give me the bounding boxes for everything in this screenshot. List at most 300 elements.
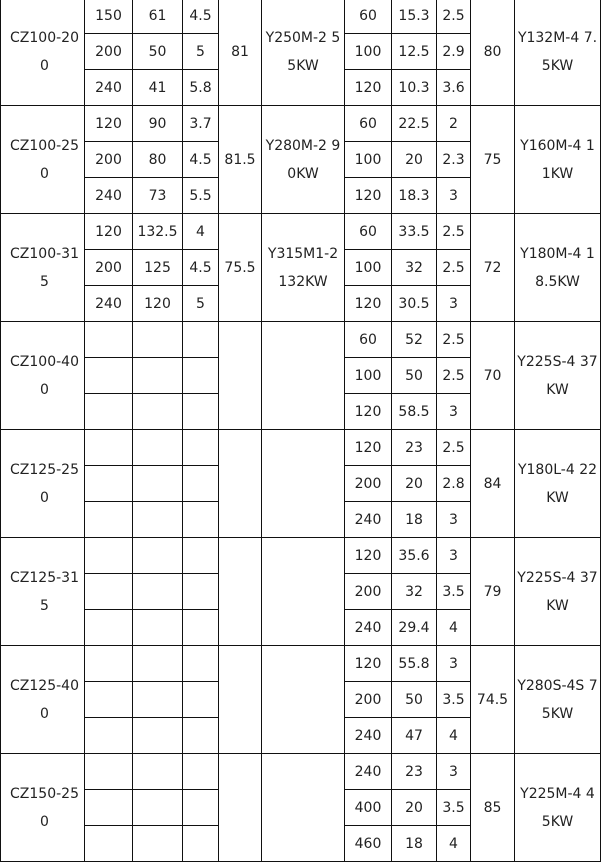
- head-right-cell: [392, 0, 437, 34]
- head-right-cell-text: 35.6: [398, 547, 430, 564]
- head-right-cell: [392, 574, 437, 610]
- motor-left-cell: [262, 430, 345, 538]
- head-left-cell: [133, 646, 183, 682]
- npsh-left-cell-text: 3.7: [189, 115, 212, 132]
- eff-left-cell: [219, 430, 262, 538]
- head-left-cell: [133, 250, 183, 286]
- flow-right-cell-text: 100: [354, 259, 382, 276]
- npsh-left-cell: [183, 754, 219, 790]
- flow-right-cell-text: 120: [354, 655, 382, 672]
- eff-right-cell-text: 74.5: [476, 691, 509, 708]
- head-right-cell: [392, 790, 437, 826]
- flow-left-cell: [85, 214, 133, 250]
- npsh-right-cell: [437, 286, 471, 322]
- npsh-left-cell: [183, 790, 219, 826]
- npsh-right-cell-text: 2.5: [442, 259, 465, 276]
- head-right-cell: [392, 358, 437, 394]
- npsh-left-cell: [183, 682, 219, 718]
- npsh-left-cell: [183, 286, 219, 322]
- motor-right-cell: [515, 322, 601, 430]
- flow-right-cell-text: 100: [354, 43, 382, 60]
- npsh-left-cell-text: 4.5: [189, 7, 212, 24]
- flow-right-cell: [345, 34, 392, 70]
- flow-right-cell-text: 120: [354, 79, 382, 96]
- eff-left-cell-text: 75.5: [224, 259, 256, 276]
- npsh-left-cell: [183, 538, 219, 574]
- npsh-left-cell: [183, 142, 219, 178]
- head-right-cell: [392, 178, 437, 214]
- flow-left-cell: [85, 358, 133, 394]
- eff-left-cell: [219, 754, 262, 862]
- npsh-right-cell: [437, 466, 471, 502]
- npsh-left-cell: [183, 0, 219, 34]
- head-right-cell-text: 20: [405, 151, 423, 168]
- flow-left-cell: [85, 70, 133, 106]
- flow-right-cell: [345, 286, 392, 322]
- flow-right-cell: [345, 178, 392, 214]
- head-left-cell: [133, 718, 183, 754]
- motor-left-cell: [262, 322, 345, 430]
- motor-right-cell-text: Y160M-4 11KW: [520, 137, 595, 182]
- eff-right-cell: [471, 646, 515, 754]
- npsh-right-cell-text: 2.5: [442, 331, 465, 348]
- head-right-cell: [392, 610, 437, 646]
- head-right-cell-text: 20: [405, 799, 423, 816]
- flow-left-cell: [85, 682, 133, 718]
- head-right-cell-text: 18.3: [398, 187, 430, 204]
- head-right-cell: [392, 250, 437, 286]
- head-left-cell: [133, 322, 183, 358]
- npsh-right-cell-text: 4: [449, 727, 458, 744]
- npsh-left-cell: [183, 70, 219, 106]
- npsh-left-cell: [183, 250, 219, 286]
- npsh-left-cell: [183, 214, 219, 250]
- eff-right-cell: [471, 754, 515, 862]
- motor-left-cell-text: Y280M-2 90KW: [265, 137, 341, 182]
- head-left-cell-text: 41: [148, 79, 167, 96]
- flow-left-cell-text: 240: [95, 187, 122, 204]
- npsh-right-cell: [437, 250, 471, 286]
- head-right-cell: [392, 34, 437, 70]
- npsh-left-cell: [183, 574, 219, 610]
- head-left-cell: [133, 754, 183, 790]
- flow-right-cell: [345, 682, 392, 718]
- flow-left-cell: [85, 502, 133, 538]
- npsh-right-cell-text: 3: [449, 295, 458, 312]
- eff-right-cell-text: 75: [483, 151, 502, 168]
- npsh-right-cell: [437, 682, 471, 718]
- npsh-left-cell: [183, 502, 219, 538]
- flow-right-cell: [345, 358, 392, 394]
- flow-right-cell-text: 100: [354, 367, 382, 384]
- flow-left-cell: [85, 34, 133, 70]
- npsh-right-cell-text: 2.8: [442, 475, 465, 492]
- npsh-right-cell-text: 2.5: [442, 367, 465, 384]
- motor-left-cell: [262, 646, 345, 754]
- flow-right-cell: [345, 574, 392, 610]
- flow-left-cell: [85, 790, 133, 826]
- flow-right-cell: [345, 466, 392, 502]
- flow-left-cell: [85, 250, 133, 286]
- npsh-right-cell: [437, 0, 471, 34]
- npsh-left-cell-text: 4: [196, 223, 205, 240]
- npsh-right-cell: [437, 178, 471, 214]
- head-left-cell: [133, 502, 183, 538]
- npsh-right-cell-text: 3.5: [442, 799, 465, 816]
- head-left-cell: [133, 538, 183, 574]
- head-right-cell: [392, 142, 437, 178]
- flow-left-cell: [85, 178, 133, 214]
- flow-right-cell-text: 200: [354, 583, 382, 600]
- model-cell: [0, 106, 85, 214]
- head-left-cell-text: 90: [148, 115, 167, 132]
- motor-right-cell-text: Y280S-4S 75KW: [517, 677, 598, 722]
- npsh-right-cell: [437, 574, 471, 610]
- npsh-right-cell-text: 4: [449, 619, 458, 636]
- flow-left-cell-text: 200: [95, 151, 122, 168]
- npsh-left-cell-text: 5: [196, 295, 205, 312]
- head-right-cell-text: 55.8: [398, 655, 430, 672]
- head-right-cell-text: 33.5: [398, 223, 430, 240]
- motor-right-cell-text: Y132M-4 7.5KW: [517, 29, 598, 74]
- flow-left-cell: [85, 538, 133, 574]
- eff-left-cell: [219, 106, 262, 214]
- motor-right-cell: [515, 0, 601, 106]
- npsh-left-cell-text: 5.8: [189, 79, 212, 96]
- npsh-right-cell-text: 3: [449, 403, 458, 420]
- flow-right-cell: [345, 214, 392, 250]
- eff-left-cell: [219, 322, 262, 430]
- flow-left-cell: [85, 826, 133, 862]
- head-left-cell-text: 61: [148, 7, 167, 24]
- flow-left-cell-text: 120: [95, 223, 122, 240]
- npsh-right-cell-text: 2.5: [442, 223, 465, 240]
- model-cell-text: CZ100-200: [10, 29, 79, 74]
- flow-right-cell: [345, 754, 392, 790]
- head-right-cell-text: 32: [405, 259, 423, 276]
- head-right-cell: [392, 106, 437, 142]
- npsh-right-cell-text: 2.5: [442, 7, 465, 24]
- eff-right-cell-text: 84: [483, 475, 502, 492]
- flow-left-cell: [85, 322, 133, 358]
- motor-left-cell: [262, 106, 345, 214]
- npsh-left-cell: [183, 610, 219, 646]
- flow-right-cell: [345, 718, 392, 754]
- npsh-right-cell-text: 3.5: [442, 691, 465, 708]
- npsh-left-cell: [183, 178, 219, 214]
- head-left-cell-text: 120: [144, 295, 171, 312]
- head-left-cell: [133, 790, 183, 826]
- head-left-cell: [133, 826, 183, 862]
- npsh-right-cell: [437, 142, 471, 178]
- head-left-cell: [133, 106, 183, 142]
- npsh-right-cell: [437, 790, 471, 826]
- eff-left-cell: [219, 0, 262, 106]
- flow-left-cell: [85, 106, 133, 142]
- flow-left-cell: [85, 394, 133, 430]
- motor-right-cell-text: Y180L-4 22KW: [517, 461, 598, 506]
- head-right-cell-text: 30.5: [398, 295, 430, 312]
- npsh-left-cell: [183, 718, 219, 754]
- flow-left-cell: [85, 466, 133, 502]
- eff-left-cell: [219, 646, 262, 754]
- flow-left-cell: [85, 754, 133, 790]
- flow-right-cell-text: 200: [354, 691, 382, 708]
- npsh-right-cell: [437, 754, 471, 790]
- npsh-left-cell-text: 4.5: [189, 259, 212, 276]
- npsh-right-cell-text: 2.5: [442, 439, 465, 456]
- npsh-right-cell: [437, 538, 471, 574]
- head-right-cell: [392, 70, 437, 106]
- npsh-left-cell: [183, 34, 219, 70]
- motor-right-cell: [515, 430, 601, 538]
- head-right-cell: [392, 646, 437, 682]
- npsh-left-cell: [183, 826, 219, 862]
- head-right-cell-text: 52: [405, 331, 423, 348]
- head-right-cell-text: 18: [405, 835, 423, 852]
- eff-right-cell: [471, 0, 515, 106]
- model-cell: [0, 538, 85, 646]
- flow-right-cell: [345, 142, 392, 178]
- flow-left-cell: [85, 610, 133, 646]
- head-left-cell: [133, 34, 183, 70]
- flow-right-cell-text: 200: [354, 475, 382, 492]
- flow-left-cell: [85, 574, 133, 610]
- head-left-cell: [133, 0, 183, 34]
- model-cell-text: CZ100-250: [10, 137, 79, 182]
- flow-right-cell-text: 120: [354, 547, 382, 564]
- head-left-cell: [133, 178, 183, 214]
- npsh-right-cell-text: 2.9: [442, 43, 465, 60]
- head-right-cell-text: 29.4: [398, 619, 430, 636]
- npsh-right-cell: [437, 70, 471, 106]
- flow-right-cell: [345, 430, 392, 466]
- npsh-left-cell-text: 5: [196, 43, 205, 60]
- head-left-cell-text: 50: [148, 43, 167, 60]
- head-left-cell-text: 125: [144, 259, 171, 276]
- eff-right-cell: [471, 106, 515, 214]
- npsh-left-cell: [183, 358, 219, 394]
- motor-left-cell: [262, 754, 345, 862]
- model-cell: [0, 430, 85, 538]
- head-right-cell: [392, 394, 437, 430]
- flow-right-cell: [345, 250, 392, 286]
- head-left-cell-text: 73: [148, 187, 167, 204]
- npsh-right-cell-text: 3: [449, 511, 458, 528]
- flow-right-cell: [345, 0, 392, 34]
- npsh-right-cell-text: 3: [449, 547, 458, 564]
- flow-right-cell-text: 120: [354, 187, 382, 204]
- flow-right-cell: [345, 502, 392, 538]
- npsh-right-cell: [437, 214, 471, 250]
- motor-right-cell-text: Y225S-4 37KW: [517, 353, 598, 398]
- npsh-right-cell: [437, 718, 471, 754]
- npsh-left-cell: [183, 322, 219, 358]
- head-right-cell-text: 10.3: [398, 79, 430, 96]
- flow-left-cell-text: 200: [95, 259, 122, 276]
- head-left-cell-text: 132.5: [137, 223, 178, 240]
- eff-right-cell: [471, 214, 515, 322]
- eff-right-cell: [471, 430, 515, 538]
- motor-left-cell: [262, 214, 345, 322]
- npsh-right-cell: [437, 646, 471, 682]
- flow-right-cell: [345, 826, 392, 862]
- flow-right-cell-text: 240: [354, 727, 382, 744]
- npsh-right-cell-text: 2: [449, 115, 458, 132]
- npsh-left-cell-text: 4.5: [189, 151, 212, 168]
- npsh-right-cell: [437, 322, 471, 358]
- head-left-cell: [133, 394, 183, 430]
- model-cell: [0, 754, 85, 862]
- eff-left-cell: [219, 538, 262, 646]
- motor-left-cell-text: Y315M1-2 132KW: [267, 245, 339, 290]
- eff-right-cell: [471, 538, 515, 646]
- flow-left-cell: [85, 718, 133, 754]
- head-right-cell: [392, 718, 437, 754]
- motor-right-cell: [515, 646, 601, 754]
- npsh-left-cell: [183, 430, 219, 466]
- head-right-cell: [392, 430, 437, 466]
- head-left-cell: [133, 286, 183, 322]
- head-left-cell: [133, 610, 183, 646]
- flow-right-cell: [345, 394, 392, 430]
- npsh-left-cell: [183, 106, 219, 142]
- flow-right-cell-text: 400: [354, 799, 382, 816]
- model-cell-text: CZ125-315: [10, 569, 79, 614]
- flow-left-cell-text: 150: [95, 7, 122, 24]
- motor-right-cell: [515, 106, 601, 214]
- npsh-right-cell: [437, 430, 471, 466]
- eff-right-cell-text: 85: [483, 799, 502, 816]
- head-right-cell: [392, 466, 437, 502]
- npsh-right-cell: [437, 394, 471, 430]
- npsh-right-cell: [437, 106, 471, 142]
- npsh-right-cell-text: 3: [449, 763, 458, 780]
- eff-right-cell: [471, 322, 515, 430]
- npsh-right-cell-text: 4: [449, 835, 458, 852]
- head-right-cell: [392, 682, 437, 718]
- flow-right-cell-text: 100: [354, 151, 382, 168]
- flow-left-cell: [85, 286, 133, 322]
- flow-left-cell-text: 200: [95, 43, 122, 60]
- npsh-left-cell: [183, 646, 219, 682]
- flow-right-cell: [345, 646, 392, 682]
- flow-left-cell: [85, 0, 133, 34]
- flow-left-cell-text: 120: [95, 115, 122, 132]
- head-right-cell-text: 32: [405, 583, 423, 600]
- head-right-cell-text: 50: [405, 367, 423, 384]
- eff-right-cell-text: 80: [483, 43, 502, 60]
- motor-right-cell: [515, 214, 601, 322]
- head-left-cell: [133, 682, 183, 718]
- flow-left-cell-text: 240: [95, 79, 122, 96]
- npsh-right-cell-text: 3.6: [442, 79, 465, 96]
- head-right-cell-text: 50: [405, 691, 423, 708]
- head-right-cell: [392, 538, 437, 574]
- flow-right-cell-text: 60: [359, 115, 377, 132]
- head-right-cell-text: 22.5: [398, 115, 430, 132]
- motor-right-cell-text: Y180M-4 18.5KW: [520, 245, 595, 290]
- head-left-cell: [133, 466, 183, 502]
- npsh-right-cell-text: 3: [449, 187, 458, 204]
- eff-right-cell-text: 70: [483, 367, 502, 384]
- model-cell: [0, 322, 85, 430]
- head-right-cell-text: 58.5: [398, 403, 430, 420]
- npsh-left-cell-text: 5.5: [189, 187, 212, 204]
- flow-left-cell: [85, 430, 133, 466]
- flow-right-cell-text: 60: [359, 7, 377, 24]
- motor-right-cell-text: Y225S-4 37KW: [517, 569, 598, 614]
- head-left-cell: [133, 142, 183, 178]
- flow-right-cell: [345, 610, 392, 646]
- npsh-right-cell: [437, 358, 471, 394]
- motor-right-cell-text: Y225M-4 45KW: [520, 785, 595, 830]
- flow-right-cell-text: 60: [359, 223, 377, 240]
- head-right-cell-text: 47: [405, 727, 423, 744]
- npsh-right-cell: [437, 610, 471, 646]
- model-cell-text: CZ125-400: [10, 677, 79, 722]
- head-right-cell-text: 18: [405, 511, 423, 528]
- model-cell-text: CZ125-250: [10, 461, 79, 506]
- flow-right-cell-text: 120: [354, 439, 382, 456]
- head-right-cell: [392, 826, 437, 862]
- head-right-cell-text: 20: [405, 475, 423, 492]
- model-cell-text: CZ100-315: [10, 245, 79, 290]
- npsh-right-cell-text: 3.5: [442, 583, 465, 600]
- flow-right-cell: [345, 70, 392, 106]
- flow-left-cell: [85, 142, 133, 178]
- eff-left-cell: [219, 214, 262, 322]
- head-right-cell: [392, 502, 437, 538]
- head-left-cell: [133, 214, 183, 250]
- npsh-left-cell: [183, 394, 219, 430]
- flow-left-cell: [85, 646, 133, 682]
- head-right-cell: [392, 754, 437, 790]
- flow-right-cell-text: 240: [354, 511, 382, 528]
- head-right-cell: [392, 286, 437, 322]
- flow-right-cell: [345, 790, 392, 826]
- eff-right-cell-text: 79: [483, 583, 502, 600]
- model-cell-text: CZ150-250: [10, 785, 79, 830]
- head-left-cell-text: 80: [148, 151, 167, 168]
- flow-right-cell: [345, 538, 392, 574]
- motor-right-cell: [515, 538, 601, 646]
- flow-right-cell-text: 460: [354, 835, 382, 852]
- eff-left-cell-text: 81.5: [224, 151, 256, 168]
- npsh-right-cell-text: 3: [449, 655, 458, 672]
- npsh-left-cell: [183, 466, 219, 502]
- head-left-cell: [133, 430, 183, 466]
- npsh-right-cell: [437, 826, 471, 862]
- head-right-cell-text: 23: [405, 439, 423, 456]
- model-cell-text: CZ100-400: [10, 353, 79, 398]
- head-left-cell: [133, 574, 183, 610]
- flow-right-cell-text: 120: [354, 403, 382, 420]
- npsh-right-cell-text: 2.3: [442, 151, 465, 168]
- head-right-cell-text: 23: [405, 763, 423, 780]
- motor-left-cell-text: Y250M-2 55KW: [265, 29, 341, 74]
- flow-right-cell-text: 240: [354, 619, 382, 636]
- head-right-cell-text: 15.3: [398, 7, 430, 24]
- eff-right-cell-text: 72: [483, 259, 502, 276]
- head-left-cell: [133, 358, 183, 394]
- flow-right-cell: [345, 322, 392, 358]
- model-cell: [0, 0, 85, 106]
- head-right-cell: [392, 214, 437, 250]
- npsh-right-cell: [437, 34, 471, 70]
- model-cell: [0, 214, 85, 322]
- motor-left-cell: [262, 0, 345, 106]
